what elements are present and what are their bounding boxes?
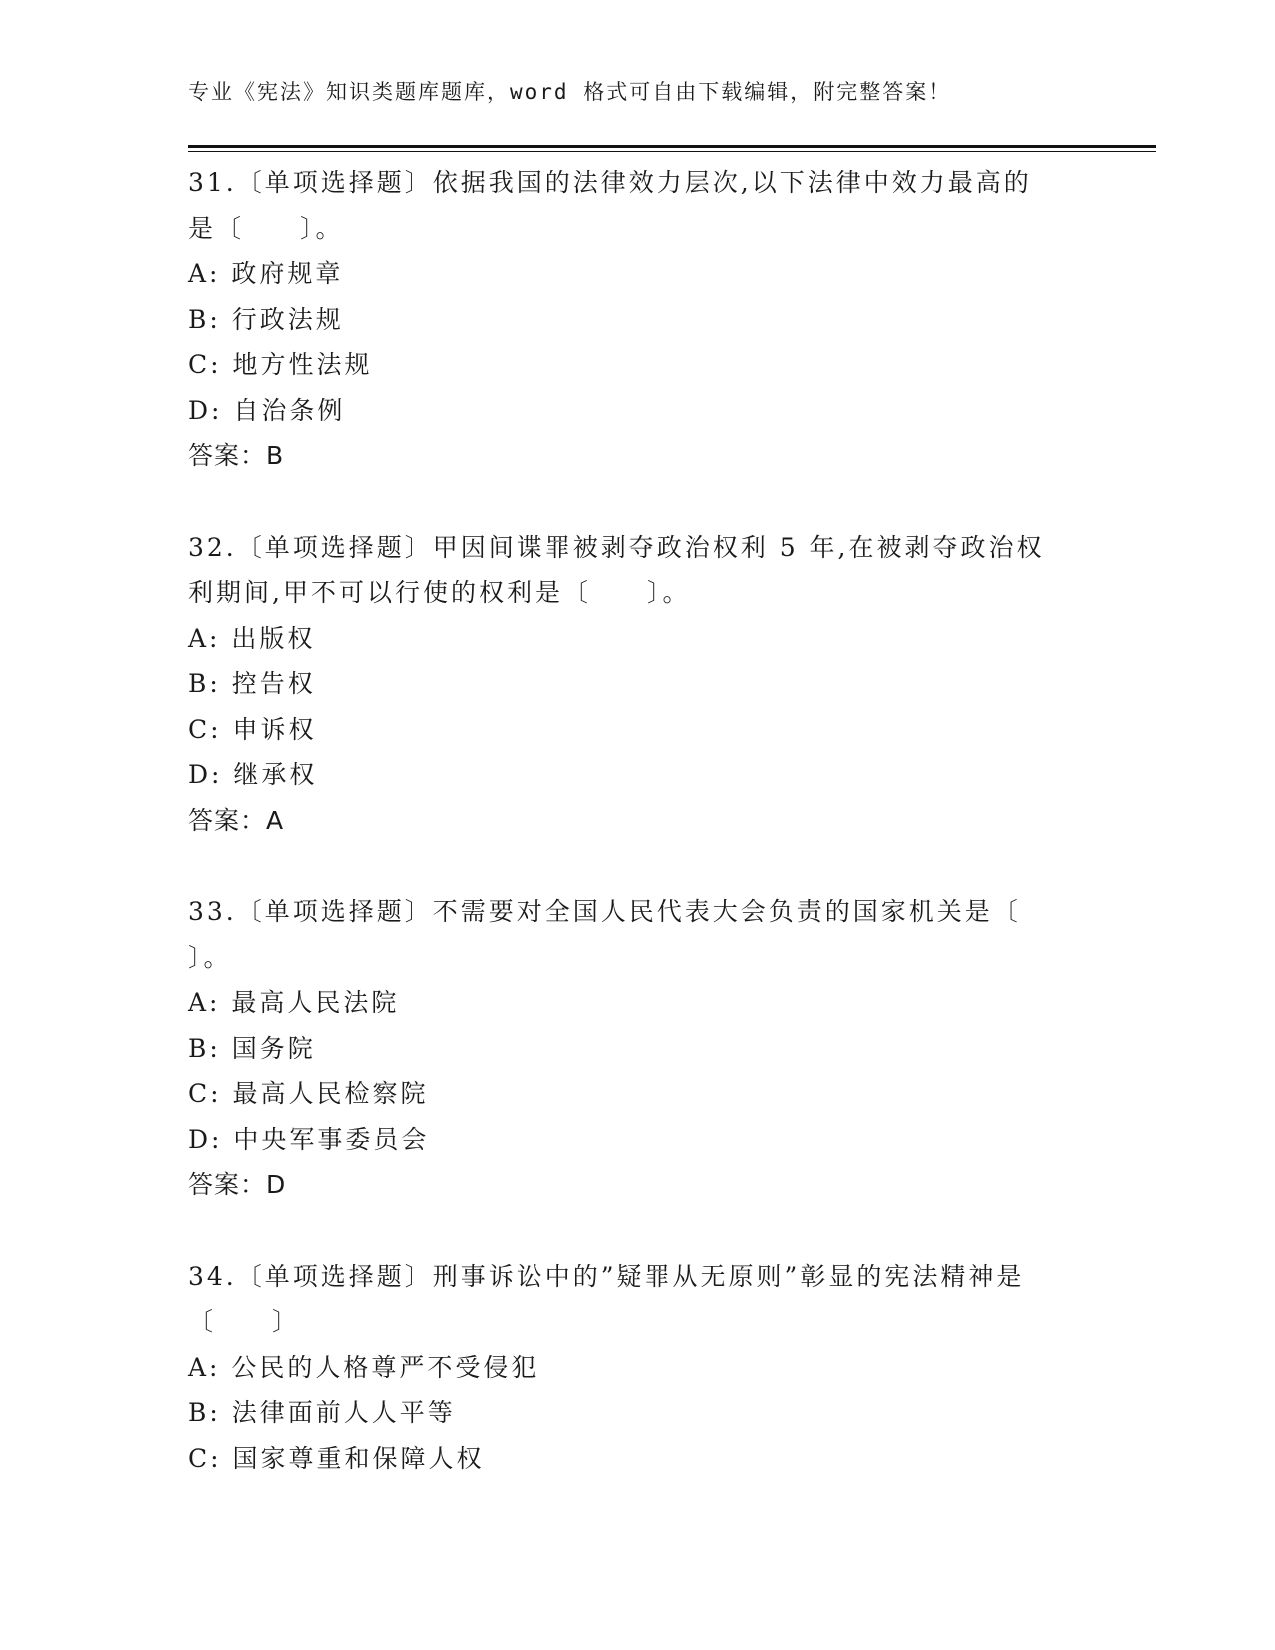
option-b: B: 法律面前人人平等 [188,1398,456,1427]
question-stem-line: 〔 〕 [188,1307,301,1336]
option-b: B: 国务院 [188,1033,316,1063]
question-stem-line: 32.〔单项选择题〕甲因间谍罪被剥夺政治权利 5 年,在被剥夺政治权 [188,532,1045,562]
option-a: A: 最高人民法院 [188,988,400,1017]
question-stem-line: 34.〔单项选择题〕刑事诉讼中的”疑罪从无原则”彰显的宪法精神是 [188,1261,1025,1291]
question-stem-line: 利期间,甲不可以行使的权利是〔 〕。 [188,578,691,607]
question-32 [188,525,1088,844]
question-list [188,160,1088,1527]
header-rule-thin [188,151,1156,152]
question-34 [188,1254,1088,1482]
question-33 [188,889,1088,1208]
answer: 答案：D [188,1170,287,1199]
option-a: A: 出版权 [188,623,316,653]
option-d: D: 中央军事委员会 [188,1124,430,1154]
question-stem-line: 〕。 [188,942,232,972]
question-31 [188,160,1088,479]
page-header: 专业《宪法》知识类题库题库，word 格式可自由下载编辑，附完整答案！ [188,80,952,104]
option-d: D: 继承权 [188,760,318,789]
option-a: A: 政府规章 [188,259,344,288]
answer: 答案：A [188,805,285,835]
option-c: C: 国家尊重和保障人权 [188,1443,485,1473]
question-stem-line: 是〔 〕。 [188,213,344,243]
option-a: A: 公民的人格尊严不受侵犯 [188,1352,540,1382]
option-b: B: 行政法规 [188,304,344,334]
option-c: C: 最高人民检察院 [188,1079,429,1108]
question-stem-line: 31.〔单项选择题〕依据我国的法律效力层次,以下法律中效力最高的 [188,168,1032,197]
option-c: C: 地方性法规 [188,350,373,379]
option-d: D: 自治条例 [188,395,346,425]
option-c: C: 申诉权 [188,714,317,744]
answer: 答案：B [188,441,285,470]
option-b: B: 控告权 [188,669,316,698]
header-rule-thick [188,145,1156,148]
question-stem-line: 33.〔单项选择题〕不需要对全国人民代表大会负责的国家机关是〔 [188,897,1021,926]
